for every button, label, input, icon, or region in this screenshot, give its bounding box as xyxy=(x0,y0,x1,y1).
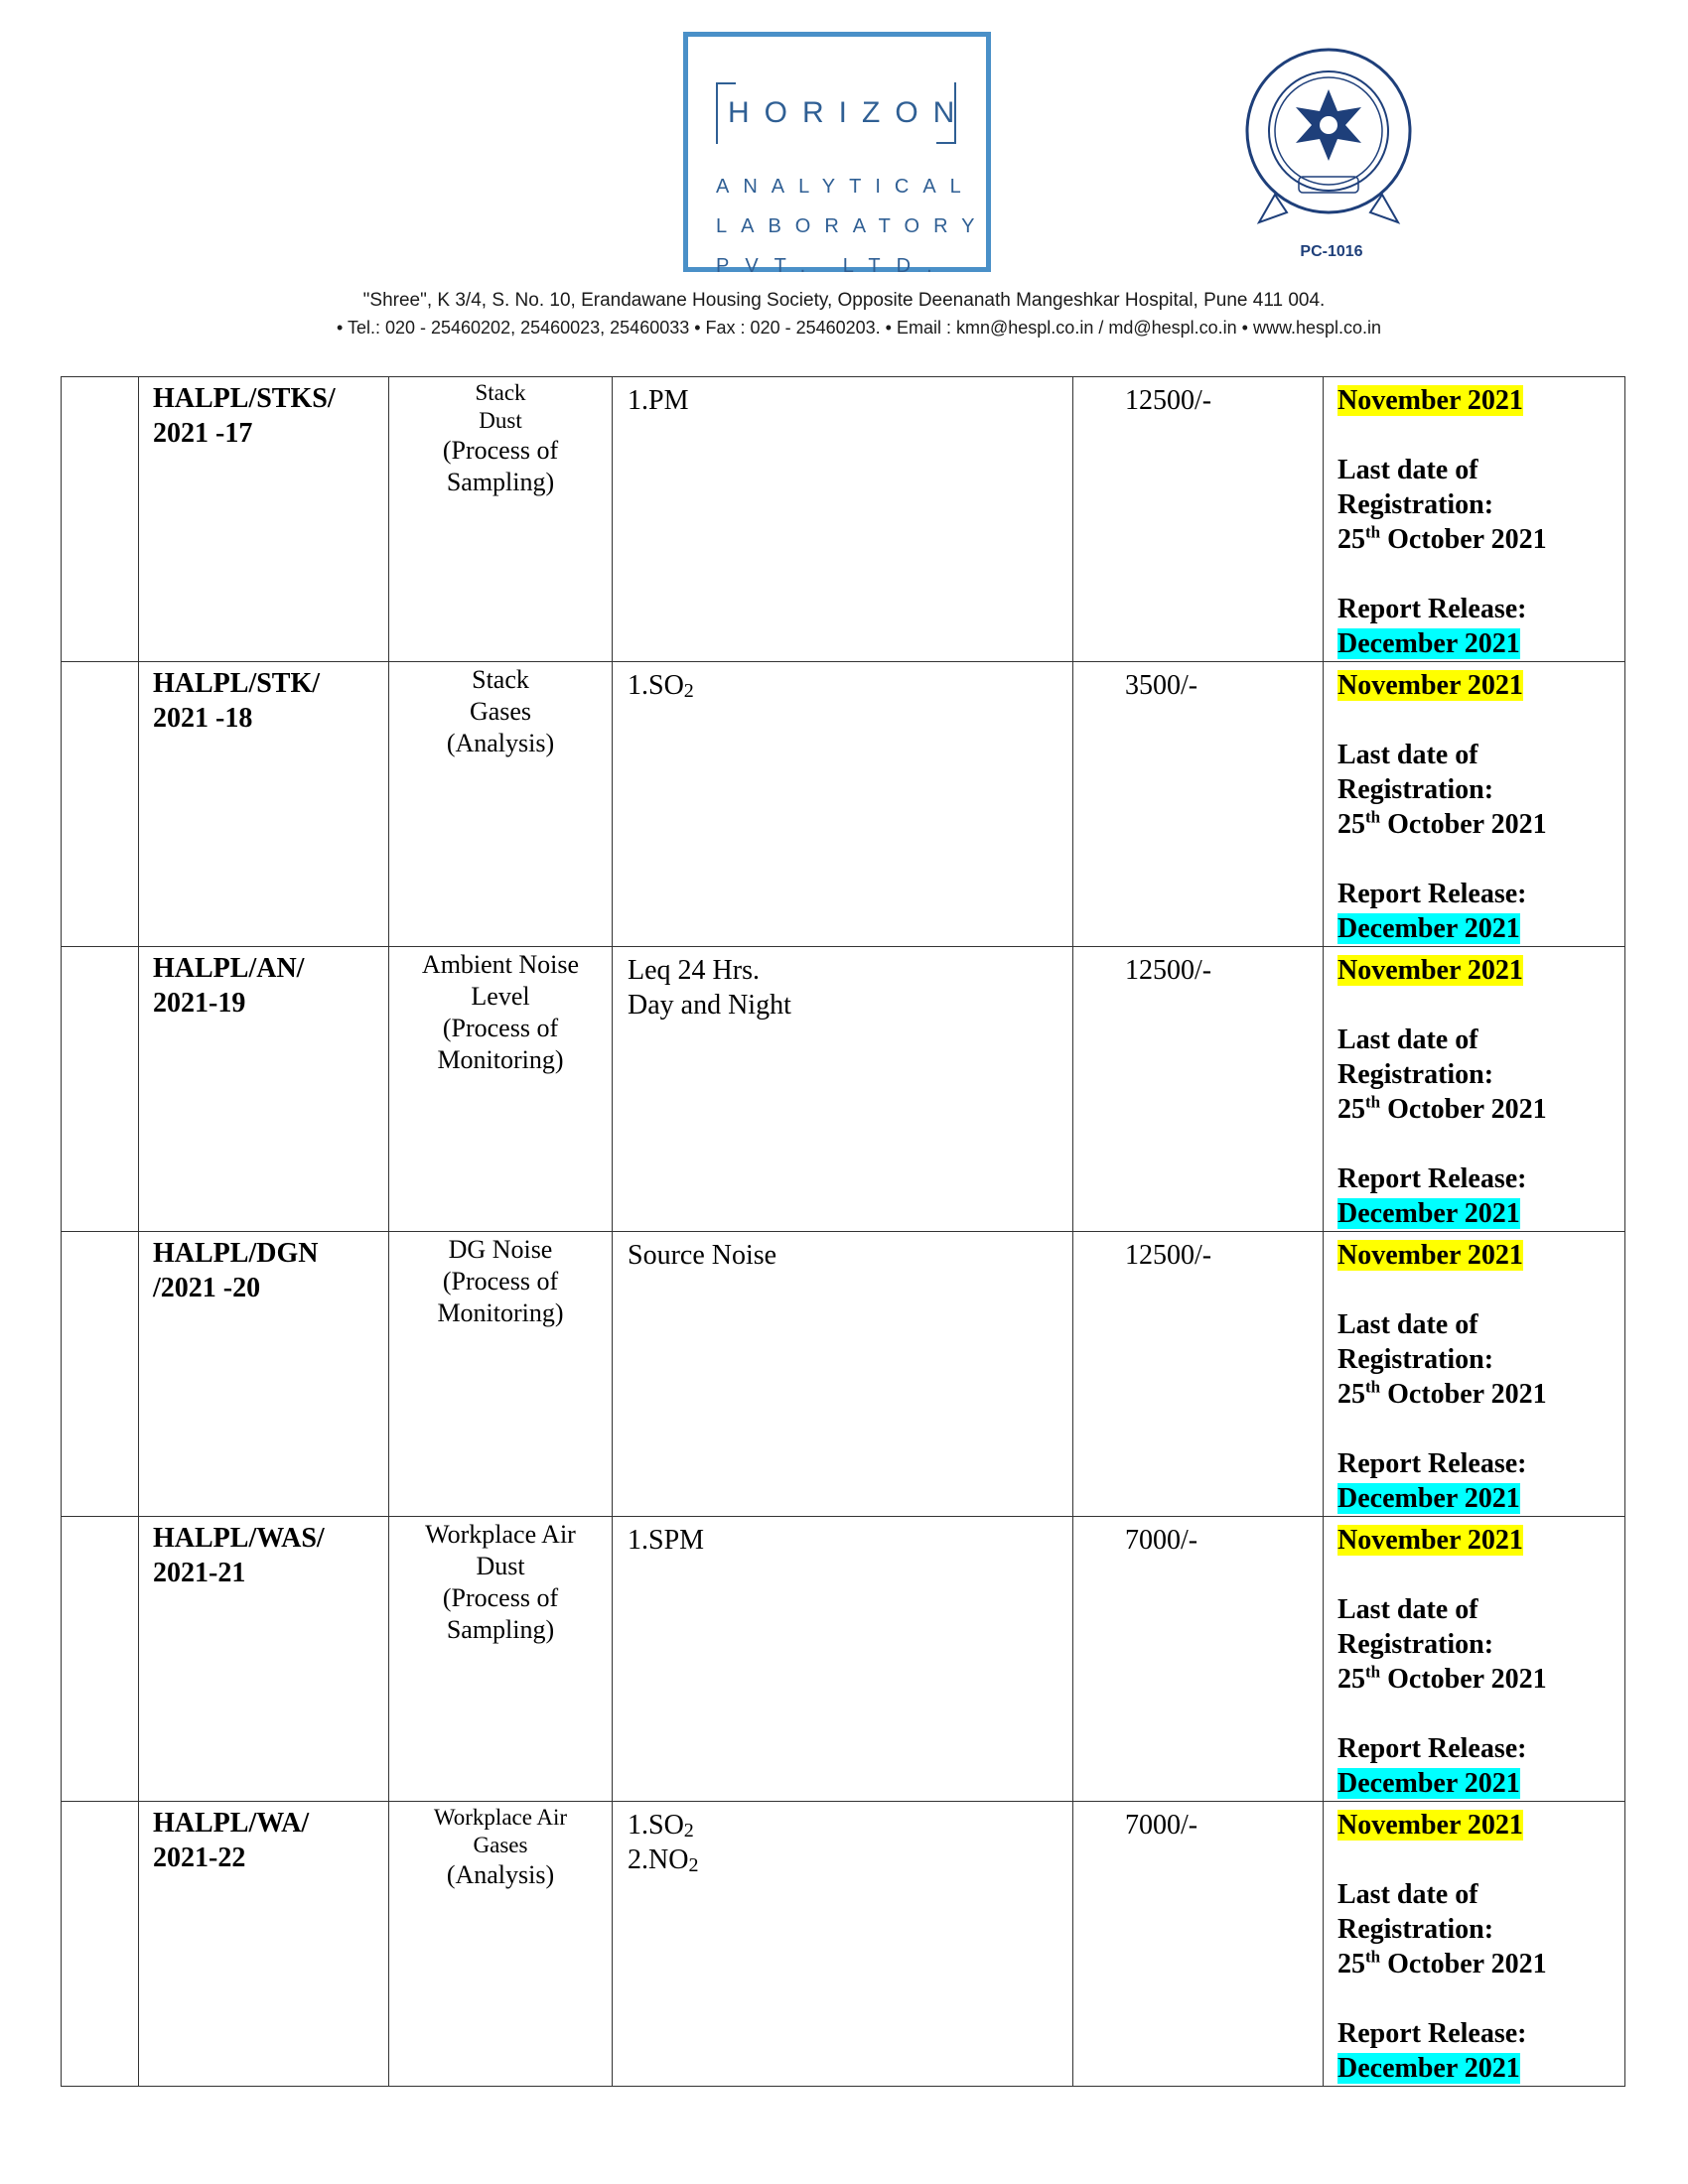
table-row xyxy=(62,377,1625,662)
test-line: 1.PM xyxy=(628,385,689,416)
registration-month: October 2021 xyxy=(1380,524,1547,555)
registration-day-suffix: th xyxy=(1365,1947,1381,1967)
test-cell xyxy=(613,662,1073,947)
report-release-label: Report Release: xyxy=(1337,1163,1527,1194)
parameter-cell xyxy=(389,662,613,947)
scheme-code-line: 2021-21 xyxy=(153,1558,246,1588)
report-release-label: Report Release: xyxy=(1337,2018,1527,2049)
accreditation-seal-icon xyxy=(1237,46,1420,228)
registration-day-suffix: th xyxy=(1365,1092,1381,1112)
registration-month: October 2021 xyxy=(1380,1094,1547,1125)
test-line: Leq 24 Hrs. xyxy=(628,955,760,986)
registration-day-suffix: th xyxy=(1365,807,1381,827)
serial-cell xyxy=(62,662,139,947)
scheme-code-cell xyxy=(139,1232,389,1517)
parameter-line: DG Noise xyxy=(448,1235,553,1264)
registration-label: Last date of Registration: xyxy=(1337,1879,1494,1945)
test-cell xyxy=(613,1232,1073,1517)
scheme-code-line: /2021 -20 xyxy=(153,1273,261,1303)
serial-cell xyxy=(62,1802,139,2087)
table-row xyxy=(62,1517,1625,1802)
parameter-line: Gases xyxy=(473,1833,528,1857)
parameter-line: Sampling) xyxy=(446,1615,555,1644)
registration-date xyxy=(1337,1377,1624,1412)
registration-day-suffix: th xyxy=(1365,1662,1381,1682)
parameter-line: Monitoring) xyxy=(437,1045,564,1074)
test-cell xyxy=(613,377,1073,662)
scheme-code-line: HALPL/STKS/ xyxy=(153,383,336,414)
parameter-line: Monitoring) xyxy=(437,1298,564,1327)
scheme-code-cell xyxy=(139,377,389,662)
registration-day: 25 xyxy=(1337,809,1365,840)
scheme-code-line: 2021 -17 xyxy=(153,418,253,449)
parameter-cell xyxy=(389,1802,613,2087)
schedule-cell xyxy=(1324,377,1625,662)
scheme-code-line: HALPL/DGN xyxy=(153,1238,319,1269)
parameter-cell xyxy=(389,1517,613,1802)
registration-date xyxy=(1337,1947,1624,1981)
test-formula: 2.NO xyxy=(628,1844,689,1875)
logo-line-analytical: ANALYTICAL xyxy=(716,176,975,198)
fee-cell: 7000/- xyxy=(1073,1517,1324,1802)
scheme-code-line: HALPL/STK/ xyxy=(153,668,321,699)
test-formula: 1.SO xyxy=(628,1810,684,1841)
registration-label: Last date of Registration: xyxy=(1337,1309,1494,1375)
registration-label: Last date of Registration: xyxy=(1337,740,1494,805)
fee-cell: 12500/- xyxy=(1073,377,1324,662)
test-subscript: 2 xyxy=(688,1854,699,1876)
letterhead-address: "Shree", K 3/4, S. No. 10, Erandawane Housing Society, Opposite Deenanath Mangeshkar Hospital, Pune 411 004. xyxy=(362,290,1326,311)
parameter-line: (Analysis) xyxy=(446,729,555,757)
scheme-code-line: 2021 -18 xyxy=(153,703,253,734)
registration-date xyxy=(1337,1092,1624,1127)
schedule-month: November 2021 xyxy=(1337,955,1523,986)
report-release-label: Report Release: xyxy=(1337,1733,1527,1764)
schedule-cell xyxy=(1324,947,1625,1232)
schedule-cell xyxy=(1324,1802,1625,2087)
schedule-month: November 2021 xyxy=(1337,1240,1523,1271)
registration-day-suffix: th xyxy=(1365,522,1381,542)
report-release-label: Report Release: xyxy=(1337,594,1527,624)
test-line: Source Noise xyxy=(628,1240,777,1271)
report-release-month: December 2021 xyxy=(1337,2053,1520,2084)
logo-line-laboratory: LABORATORY xyxy=(716,215,989,237)
registration-month: October 2021 xyxy=(1380,1379,1547,1410)
horizon-logo-icon xyxy=(683,32,991,277)
schedule-cell xyxy=(1324,662,1625,947)
parameter-line: Dust xyxy=(479,408,522,433)
schedule-month: November 2021 xyxy=(1337,1525,1523,1556)
schedule-month: November 2021 xyxy=(1337,385,1523,416)
logo-wordmark xyxy=(716,76,970,150)
registration-day: 25 xyxy=(1337,1379,1365,1410)
scheme-code-line: HALPL/WAS/ xyxy=(153,1523,325,1554)
test-formula: 1.SO xyxy=(628,670,684,701)
fee-cell: 12500/- xyxy=(1073,947,1324,1232)
scheme-code-cell xyxy=(139,1517,389,1802)
parameter-line: (Process of xyxy=(442,436,559,465)
test-cell xyxy=(613,1517,1073,1802)
report-release-month: December 2021 xyxy=(1337,913,1520,944)
registration-day: 25 xyxy=(1337,524,1365,555)
accreditation-code: PC-1016 xyxy=(1300,243,1363,260)
scheme-code-line: HALPL/AN/ xyxy=(153,953,305,984)
test-cell xyxy=(613,947,1073,1232)
registration-month: October 2021 xyxy=(1380,1949,1547,1979)
report-release-month: December 2021 xyxy=(1337,1483,1520,1514)
parameter-line: Gases xyxy=(469,697,532,726)
parameter-cell xyxy=(389,1232,613,1517)
test-cell xyxy=(613,1802,1073,2087)
fee-cell: 12500/- xyxy=(1073,1232,1324,1517)
registration-date xyxy=(1337,522,1624,557)
schedule-cell xyxy=(1324,1517,1625,1802)
registration-day-suffix: th xyxy=(1365,1377,1381,1397)
report-release-label: Report Release: xyxy=(1337,1448,1527,1479)
registration-month: October 2021 xyxy=(1380,1664,1547,1695)
schedule-month: November 2021 xyxy=(1337,670,1523,701)
programme-table xyxy=(61,376,1625,2087)
test-subscript: 2 xyxy=(683,1820,694,1842)
fee-cell: 3500/- xyxy=(1073,662,1324,947)
report-release-label: Report Release: xyxy=(1337,879,1527,909)
parameter-line: (Process of xyxy=(442,1014,559,1042)
registration-day: 25 xyxy=(1337,1949,1365,1979)
scheme-code-cell xyxy=(139,662,389,947)
serial-cell xyxy=(62,947,139,1232)
test-line xyxy=(628,668,1072,703)
table-row xyxy=(62,947,1625,1232)
serial-cell xyxy=(62,1517,139,1802)
test-subscript: 2 xyxy=(683,680,694,702)
parameter-line: Sampling) xyxy=(446,468,555,496)
registration-month: October 2021 xyxy=(1380,809,1547,840)
registration-day: 25 xyxy=(1337,1094,1365,1125)
test-line: Day and Night xyxy=(628,990,791,1021)
parameter-line: (Process of xyxy=(442,1267,559,1296)
scheme-code-cell xyxy=(139,1802,389,2087)
registration-day: 25 xyxy=(1337,1664,1365,1695)
parameter-cell xyxy=(389,947,613,1232)
table-row xyxy=(62,1802,1625,2087)
scheme-code-cell xyxy=(139,947,389,1232)
serial-cell xyxy=(62,1232,139,1517)
parameter-line: Level xyxy=(471,982,530,1011)
logo-line-pvt-ltd: PVT. LTD. xyxy=(716,255,948,277)
table-row xyxy=(62,662,1625,947)
registration-label: Last date of Registration: xyxy=(1337,1594,1494,1660)
scheme-code-line: HALPL/WA/ xyxy=(153,1808,310,1839)
schedule-month: November 2021 xyxy=(1337,1810,1523,1841)
schedule-cell xyxy=(1324,1232,1625,1517)
parameter-line: Stack xyxy=(472,665,529,694)
test-line: 1.SPM xyxy=(628,1525,705,1556)
parameter-cell xyxy=(389,377,613,662)
logo-word: HORIZON xyxy=(728,96,970,129)
letterhead-contacts: • Tel.: 020 - 25460202, 25460023, 25460033 • Fax : 020 - 25460203. • Email : kmn@hespl.co.in / md@hespl.co.in • www.hespl.co.in xyxy=(336,318,1382,338)
serial-cell xyxy=(62,377,139,662)
registration-date xyxy=(1337,1662,1624,1697)
test-line xyxy=(628,1843,1072,1877)
test-line xyxy=(628,1808,1072,1843)
parameter-line: Dust xyxy=(476,1552,525,1580)
table-row xyxy=(62,1232,1625,1517)
report-release-month: December 2021 xyxy=(1337,628,1520,659)
registration-date xyxy=(1337,807,1624,842)
parameter-line: Workplace Air xyxy=(425,1520,576,1549)
report-release-month: December 2021 xyxy=(1337,1198,1520,1229)
parameter-line: Workplace Air xyxy=(433,1805,568,1830)
registration-label: Last date of Registration: xyxy=(1337,1024,1494,1090)
report-release-month: December 2021 xyxy=(1337,1768,1520,1799)
scheme-code-line: 2021-22 xyxy=(153,1843,246,1873)
parameter-line: (Process of xyxy=(442,1583,559,1612)
parameter-line: Stack xyxy=(475,380,526,405)
registration-label: Last date of Registration: xyxy=(1337,455,1494,520)
parameter-line: (Analysis) xyxy=(446,1860,555,1889)
parameter-line: Ambient Noise xyxy=(421,950,580,979)
fee-cell: 7000/- xyxy=(1073,1802,1324,2087)
scheme-code-line: 2021-19 xyxy=(153,988,246,1019)
